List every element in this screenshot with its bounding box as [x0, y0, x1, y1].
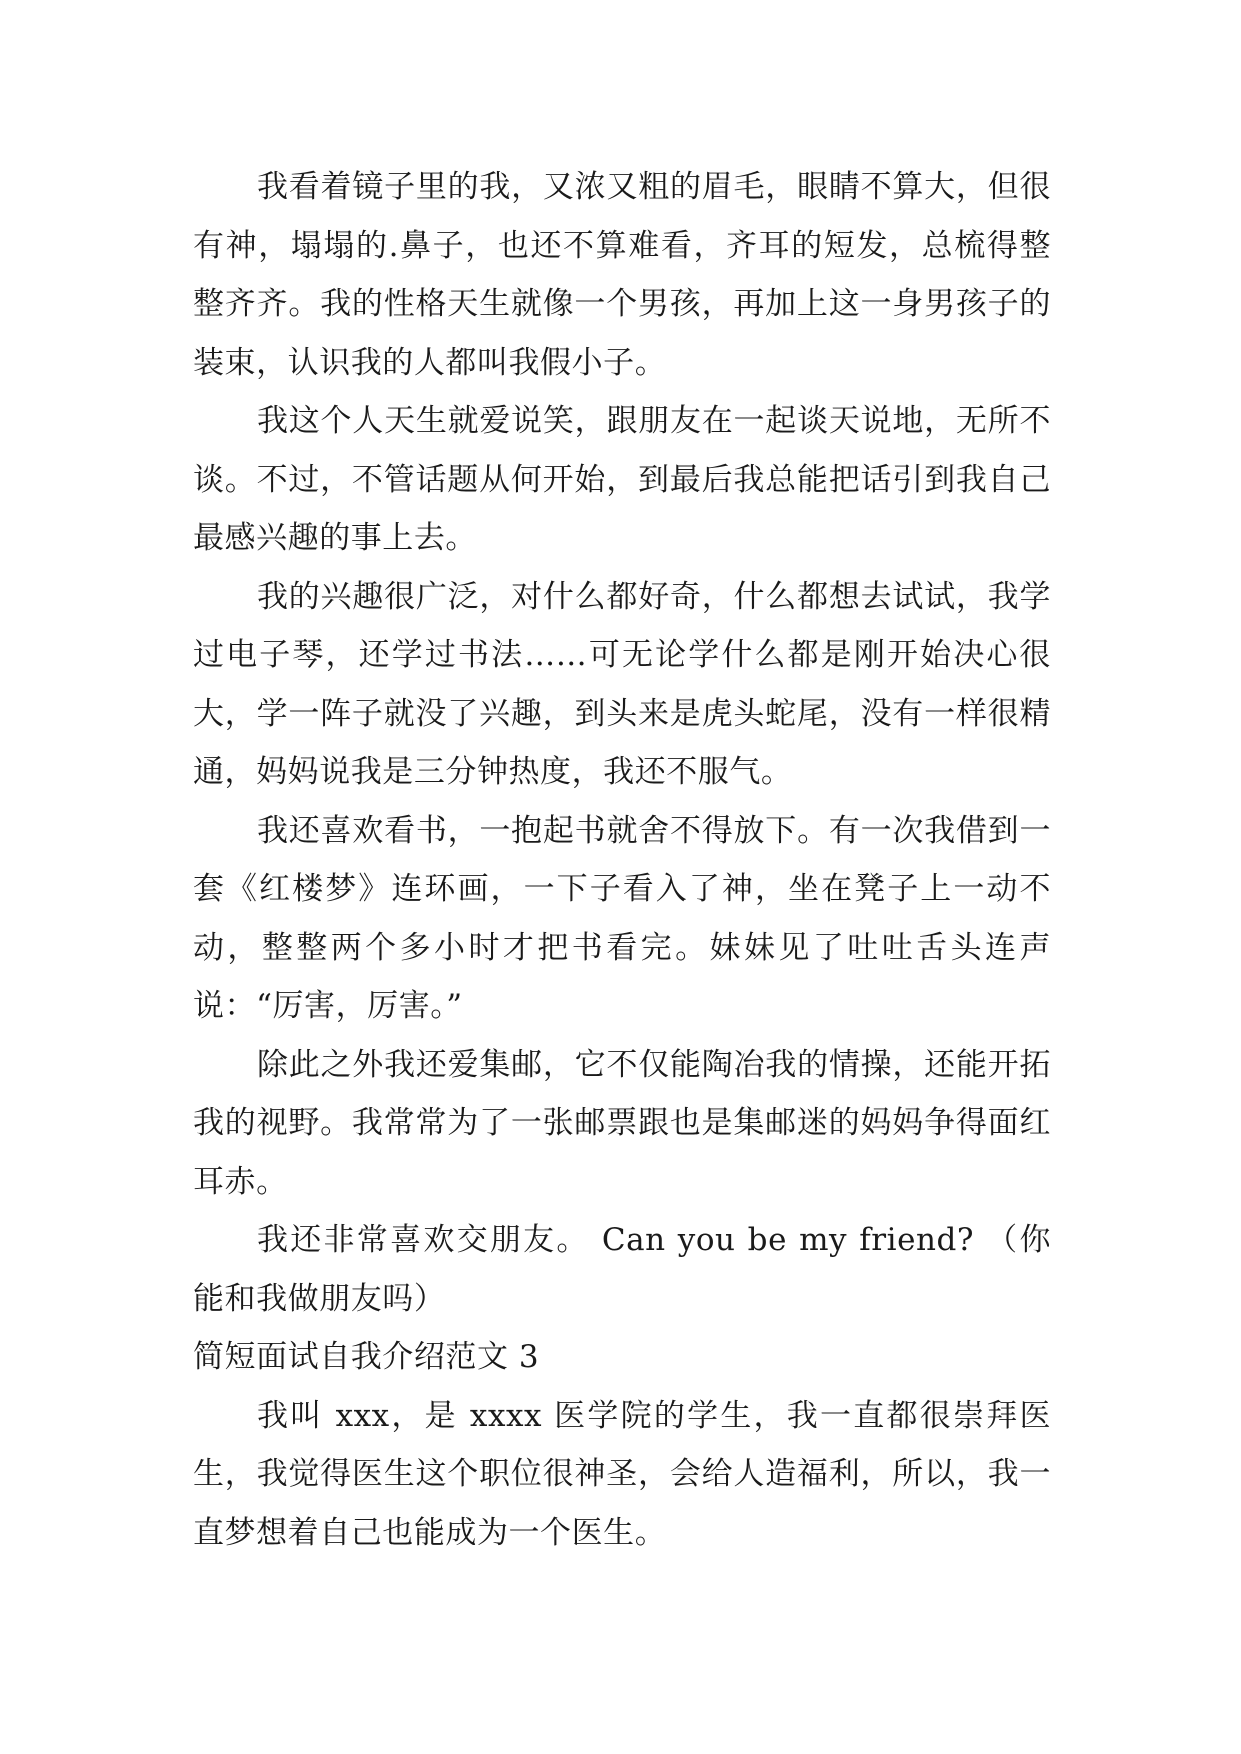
document-body [193, 158, 1051, 1562]
section-heading: 简短面试自我介绍范文 3 [193, 1339, 540, 1375]
paragraph-medical-student: 我叫 xxx，是 xxxx 医学院的学生，我一直都很崇拜医生，我觉得医生这个职位很神圣，会给人造福利，所以，我一直梦想着自己也能成为一个医生。 [193, 1397, 1051, 1551]
paragraph-stamp-collecting: 除此之外我还爱集邮，它不仅能陶冶我的情操，还能开拓我的视野。我常常为了一张邮票跟也是集邮迷的妈妈争得面红耳赤。 [193, 1046, 1051, 1200]
paragraph-friends: 我还非常喜欢交朋友。 Can you be my friend? （你能和我做朋友吗） [193, 1222, 1051, 1317]
paragraph-reading: 我还喜欢看书，一抱起书就舍不得放下。有一次我借到一套《红楼梦》连环画，一下子看入了神，坐在凳子上一动不动，整整两个多小时才把书看完。妹妹见了吐吐舌头连声说：“厉害，厉害。” [193, 812, 1051, 1024]
paragraph-interests: 我的兴趣很广泛，对什么都好奇，什么都想去试试，我学过电子琴，还学过书法……可无论学什么都是刚开始决心很大，学一阵子就没了兴趣，到头来是虎头蛇尾，没有一样很精通，妈妈说我是三分钟热度，我还不服气。 [193, 578, 1051, 790]
paragraph-appearance: 我看着镜子里的我，又浓又粗的眉毛，眼睛不算大，但很有神，塌塌的.鼻子，也还不算难看，齐耳的短发，总梳得整整齐齐。我的性格天生就像一个男孩，再加上这一身男孩子的装束，认识我的人都叫我假小子。 [193, 169, 1051, 381]
paragraph-personality: 我这个人天生就爱说笑，跟朋友在一起谈天说地，无所不谈。不过，不管话题从何开始，到最后我总能把话引到我自己最感兴趣的事上去。 [193, 403, 1051, 556]
